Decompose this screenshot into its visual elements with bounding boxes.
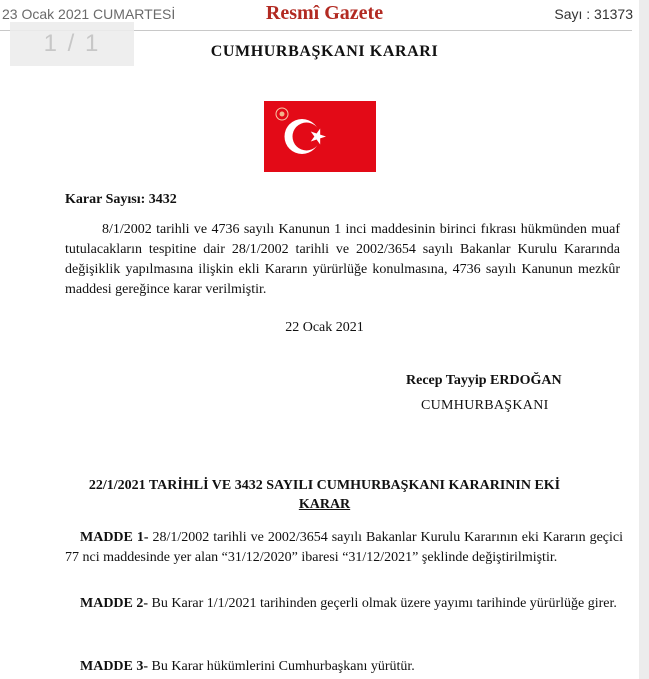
article-1	[65, 528, 623, 568]
page-title: CUMHURBAŞKANI KARARI	[210, 43, 439, 60]
article-text: Bu Karar hükümlerini Cumhurbaşkanı yürütür.	[148, 659, 415, 674]
decision-body: 8/1/2002 tarihli ve 4736 sayılı Kanunun 1 inci maddesinin birinci fıkrası hükmünden muaf tutulacakların tespitine dair 28/1/2002 tarihli ve 2002/3654 sayılı Bakanlar Kurulu Kararında değişiklik yapılmasına ilişkin ekli Kararın yürürlüğe konulmasına, 4736 sayılı Kanunun mezkûr maddesi gereğince karar verilmiştir.	[65, 222, 620, 297]
decision-number: Karar Sayısı: 3432	[65, 192, 177, 207]
article-3	[65, 657, 623, 677]
issue-number: Sayı : 31373	[554, 6, 633, 22]
article-label: MADDE 3-	[80, 659, 149, 674]
article-text: Bu Karar 1/1/2021 tarihinden geçerli olmak üzere yayımı tarihinde yürürlüğe girer.	[148, 596, 617, 611]
annex-heading-line1: 22/1/2021 TARİHLİ VE 3432 SAYILI CUMHURBAŞKANI KARARININ EKİ	[88, 478, 561, 493]
article-text: 28/1/2002 tarihli ve 2002/3654 sayılı Bakanlar Kurulu Kararının eki Kararın geçici 77 nci maddesinde yer alan “31/12/2020” ibaresi “31/12/2021” şeklinde değiştirilmiştir.	[65, 530, 624, 565]
gazette-name: Resmî Gazete	[265, 2, 384, 24]
decision-date: 22 Ocak 2021	[285, 320, 364, 335]
article-label: MADDE 1-	[80, 530, 149, 545]
signer-name: Recep Tayyip ERDOĞAN	[406, 373, 562, 388]
turkish-flag-icon	[264, 101, 376, 172]
annex-heading	[0, 476, 649, 514]
page-indicator[interactable]: 1 / 1	[10, 22, 134, 66]
annex-heading-line2: KARAR	[298, 497, 351, 512]
signer-title: CUMHURBAŞKANI	[421, 398, 549, 413]
article-label: MADDE 2-	[80, 596, 149, 611]
article-2	[65, 594, 623, 614]
issue-date: 23 Ocak 2021 CUMARTESİ	[2, 6, 176, 22]
scroll-edge	[639, 0, 649, 679]
